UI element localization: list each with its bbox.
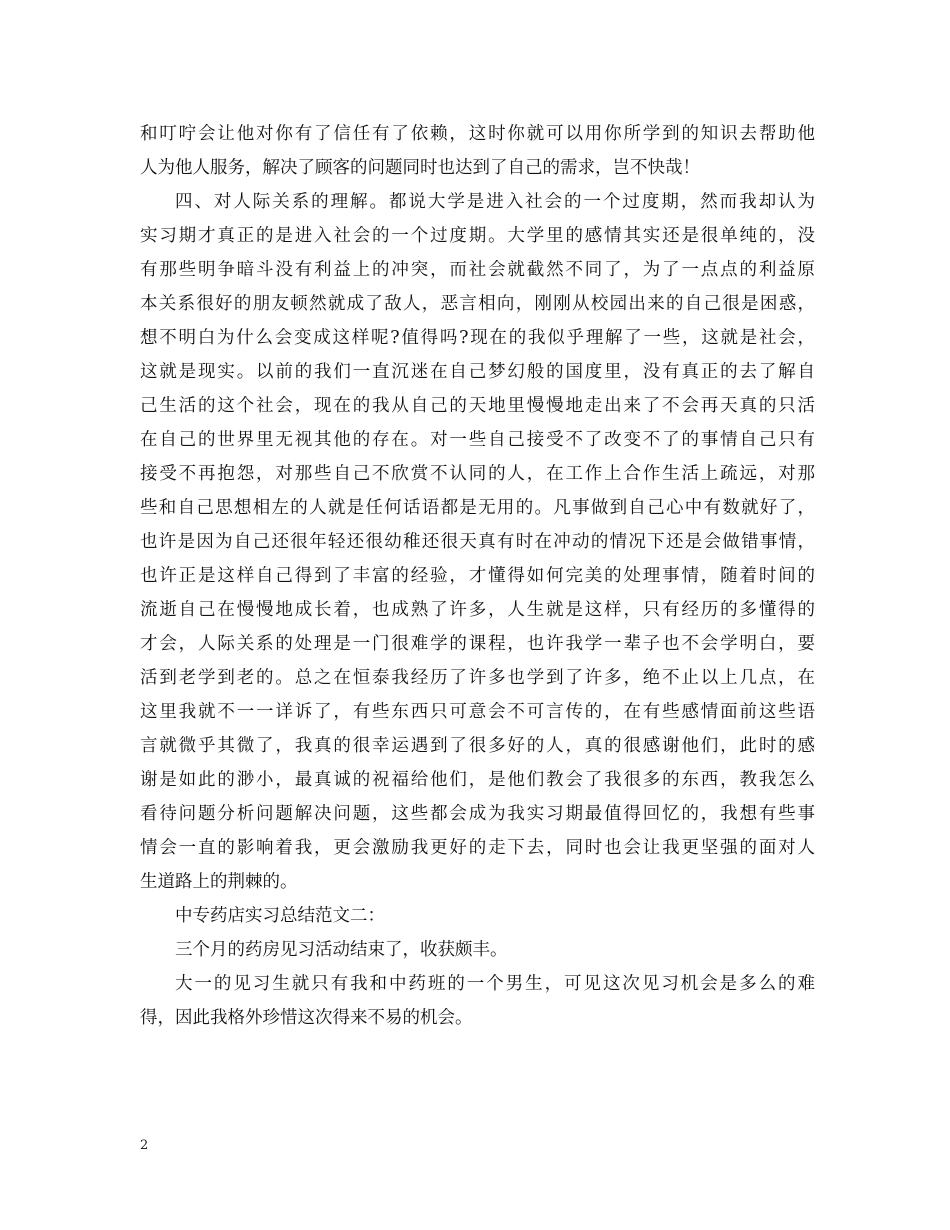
text-line: 己生活的这个社会，现在的我从自己的天地里慢慢地走出来了不会再天真的只活 [140, 396, 815, 416]
text-line: 本关系很好的朋友顿然就成了敌人，恶言相向，刚刚从校园出来的自己很是困惑， [140, 294, 815, 314]
text-line: 些和自己思想相左的人就是任何话语都是无用的。凡事做到自己心中有数就好了， [140, 498, 815, 518]
paragraph [140, 967, 815, 1035]
text-line: 人为他人服务，解决了顾客的问题同时也达到了自己的需求，岂不快哉！ [140, 158, 700, 178]
text-line: 想不明白为什么会变成这样呢?值得吗?现在的我似乎理解了一些，这就是社会， [140, 328, 815, 348]
text-line: 情会一直的影响着我，更会激励我更好的走下去，同时也会让我更坚强的面对人 [140, 838, 815, 858]
text-line: 有那些明争暗斗没有利益上的冲突，而社会就截然不同了，为了一点点的利益原 [140, 260, 815, 280]
document-body [140, 117, 815, 1035]
text-line: 也许正是这样自己得到了丰富的经验，才懂得如何完美的处理事情，随着时间的 [140, 566, 815, 586]
text-line: 得，因此我格外珍惜这次得来不易的机会。 [140, 1008, 473, 1028]
paragraph [140, 933, 815, 967]
text-line: 言就微乎其微了，我真的很幸运遇到了很多好的人，真的很感谢他们，此时的感 [140, 736, 815, 756]
paragraph [140, 899, 815, 933]
text-line: 看待问题分析问题解决问题，这些都会成为我实习期最值得回忆的，我想有些事 [140, 804, 815, 824]
text-line: 在自己的世界里无视其他的存在。对一些自己接受不了改变不了的事情自己只有 [140, 430, 815, 450]
text-line: 才会，人际关系的处理是一门很难学的课程，也许我学一辈子也不会学明白，要 [140, 634, 815, 654]
text-line: 谢是如此的渺小，最真诚的祝福给他们，是他们教会了我很多的东西，教我怎么 [140, 770, 815, 790]
paragraph [140, 117, 815, 185]
page-number: 2 [140, 1138, 149, 1153]
text-line: 大一的见习生就只有我和中药班的一个男生，可见这次见习机会是多么的难 [175, 974, 815, 994]
text-line: 也许是因为自己还很年轻还很幼稚还很天真有时在冲动的情况下还是会做错事情， [140, 532, 815, 552]
text-line: 这里我就不一一详诉了，有些东西只可意会不可言传的，在有些感情面前这些语 [140, 702, 815, 722]
text-line: 和叮咛会让他对你有了信任有了依赖，这时你就可以用你所学到的知识去帮助他 [140, 124, 815, 144]
text-line: 四、对人际关系的理解。都说大学是进入社会的一个过度期，然而我却认为 [175, 192, 815, 212]
text-line: 接受不再抱怨，对那些自己不欣赏不认同的人，在工作上合作生活上疏远，对那 [140, 464, 815, 484]
text-line: 中专药店实习总结范文二： [175, 906, 385, 926]
text-line: 三个月的药房见习活动结束了，收获颇丰。 [175, 940, 508, 960]
text-line: 这就是现实。以前的我们一直沉迷在自己梦幻般的国度里，没有真正的去了解自 [140, 362, 815, 382]
text-line: 生道路上的荆棘的。 [140, 872, 298, 892]
text-line: 流逝自己在慢慢地成长着，也成熟了许多，人生就是这样，只有经历的多懂得的 [140, 600, 815, 620]
paragraph [140, 185, 815, 899]
text-line: 实习期才真正的是进入社会的一个过度期。大学里的感情其实还是很单纯的，没 [140, 226, 815, 246]
text-line: 活到老学到老的。总之在恒泰我经历了许多也学到了许多，绝不止以上几点，在 [140, 668, 815, 688]
